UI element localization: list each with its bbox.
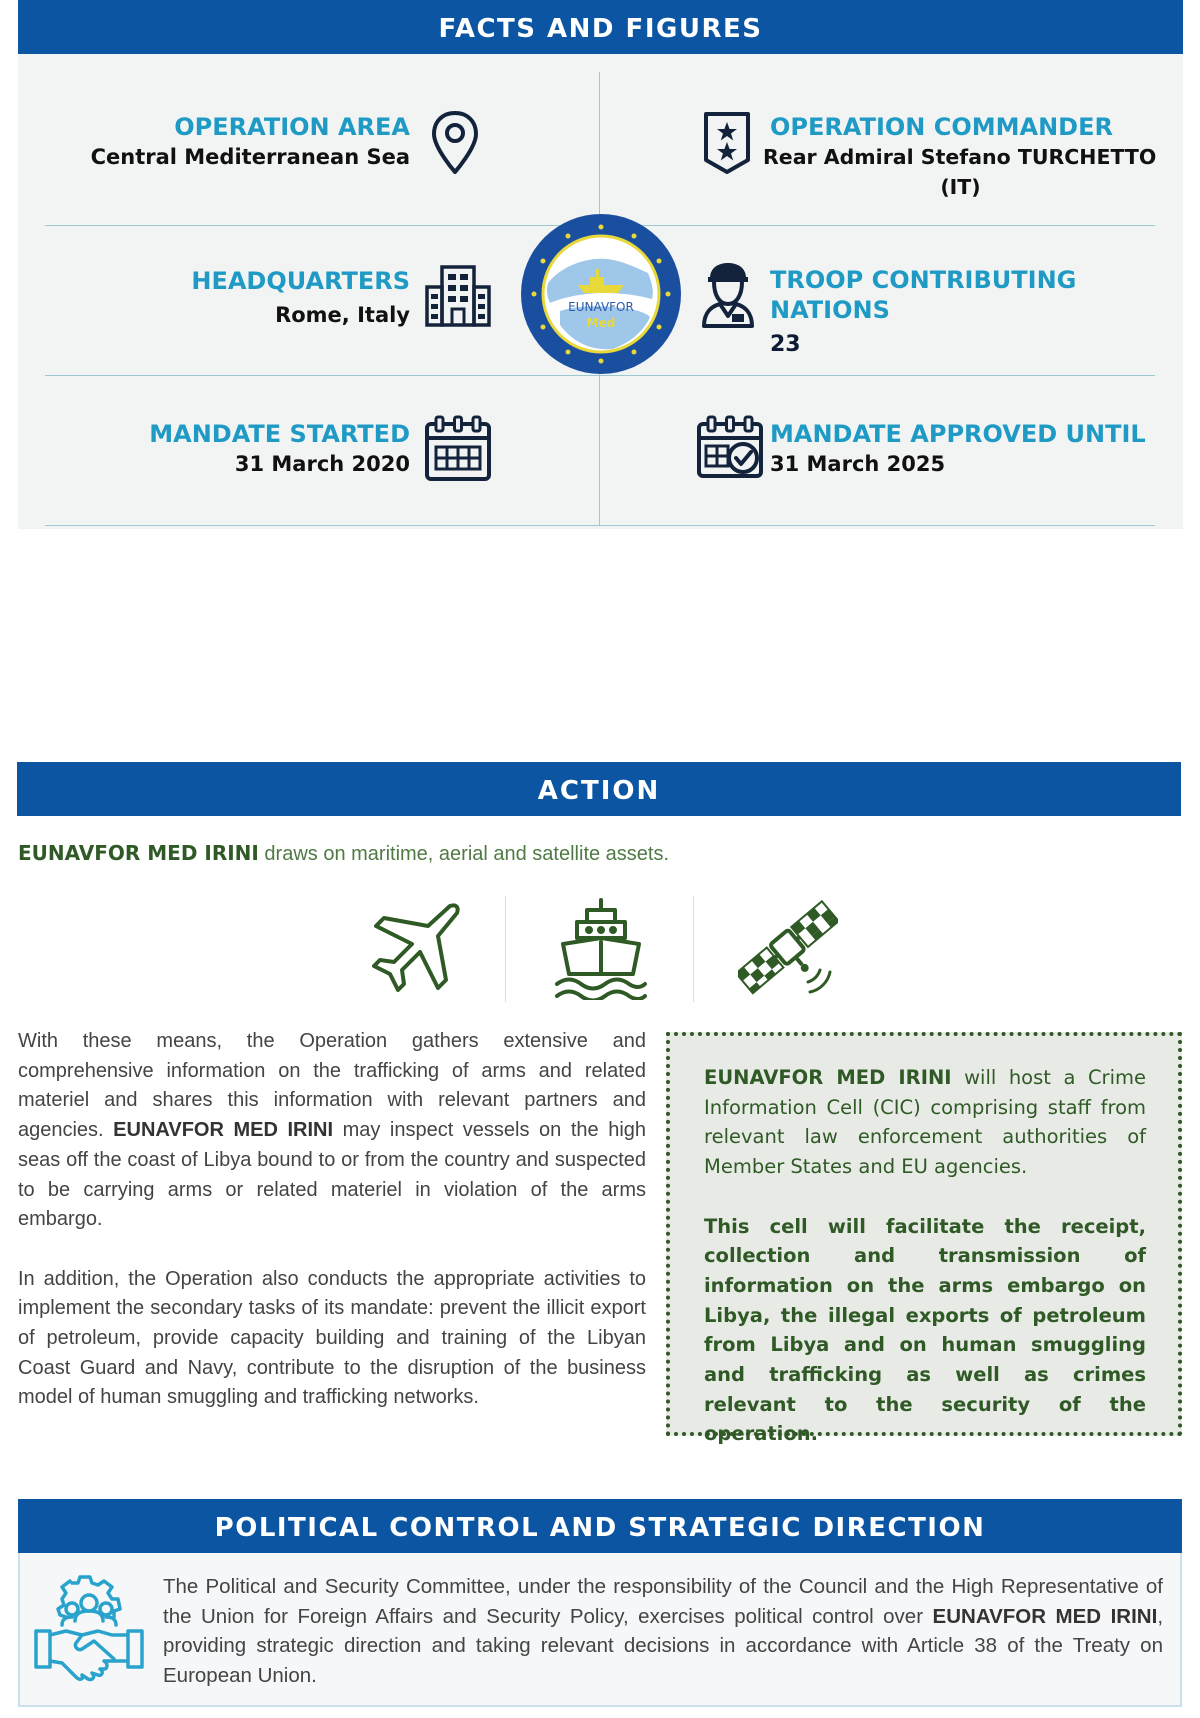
cic-paragraph-1 (704, 1063, 1146, 1182)
satellite-icon (738, 896, 838, 1005)
cic-info-box (666, 1032, 1182, 1446)
intro-text: draws on maritime, aerial and satellite assets. (258, 843, 670, 865)
airplane-icon (362, 896, 466, 1005)
fact-value: Rome, Italy (275, 303, 410, 327)
location-pin-icon (430, 110, 480, 176)
calendar-check-icon (696, 414, 764, 482)
political-body (163, 1572, 1163, 1690)
fact-value: 31 March 2020 (234, 452, 410, 476)
action-intro (18, 841, 669, 866)
fact-headquarters (191, 266, 410, 330)
building-icon (424, 263, 492, 329)
paragraph-text: With these means, the Operation gathers extensive and comprehensive information on the trafficking of arms and related materiel and shares this information with relevant partners and agencies. (18, 1030, 646, 1142)
facts-divider-row3 (45, 525, 1155, 526)
fact-title: MANDATE STARTED (149, 420, 410, 448)
political-header: POLITICAL CONTROL AND STRATEGIC DIRECTION (18, 1499, 1182, 1553)
brand-name: EUNAVFOR MED IRINI (704, 1066, 952, 1089)
fact-title: TROOP CONTRIBUTING (770, 266, 1077, 294)
action-header: ACTION (17, 762, 1181, 816)
action-body (18, 1027, 646, 1443)
fact-value: 23 (770, 332, 801, 357)
asset-divider (505, 896, 506, 1002)
eunavfor-emblem (520, 213, 682, 375)
calendar-icon (424, 414, 492, 482)
paragraph-text: , providing strategic direction and taking relevant decisions in accordance with Article 38 of the Treaty on European Union. (163, 1604, 1164, 1687)
paragraph-text: will host a Crime Information Cell (CIC) comprising staff from relevant law enforcement authorities of Member States and EU agencies. (704, 1066, 1146, 1179)
asset-divider (693, 896, 694, 1002)
fact-troop-nations (770, 265, 1076, 360)
handshake-gear-icon (32, 1573, 146, 1692)
cic-paragraph-2: This cell will facilitate the receipt, collection and transmission of information on the arms embargo on Libya, the illegal exports of petroleum from Libya and on human smuggling and trafficking as well as crimes relevant to the security of the operation. (704, 1214, 1146, 1446)
fact-title: HEADQUARTERS (191, 267, 410, 295)
fact-value: Central Mediterranean Sea (90, 145, 410, 169)
commander-badge-icon (702, 110, 752, 176)
action-paragraph-1 (18, 1027, 646, 1235)
emblem-subtext: Med (586, 316, 616, 330)
paragraph-text: may inspect vessels on the high seas off the coast of Libya bound to or from the country and suspected to be carrying arms or related materiel in violation of the arms embargo. (18, 1119, 647, 1231)
fact-title: MANDATE APPROVED UNTIL (770, 420, 1146, 448)
facts-divider-row2 (45, 375, 1155, 376)
action-paragraph-2: In addition, the Operation also conducts the appropriate activities to implement the secondary tasks of its mandate: prevent the illicit export of petroleum, provide capacity building and training of the Libyan Coast Guard and Navy, contribute to the disruption of the business model of human smuggling and trafficking networks. (18, 1267, 646, 1409)
brand-name: EUNAVFOR MED IRINI (113, 1119, 334, 1142)
brand-name: EUNAVFOR MED IRINI (932, 1604, 1158, 1628)
fact-title-line2: NATIONS (770, 296, 890, 324)
emblem-text: EUNAVFOR (568, 300, 634, 314)
fact-mandate-started (149, 419, 410, 479)
fact-mandate-until (770, 419, 1146, 479)
soldier-icon (700, 260, 756, 328)
fact-value: Rear Admiral Stefano TURCHETTO (763, 145, 1157, 169)
fact-operation-commander (763, 112, 1165, 202)
fact-title: OPERATION COMMANDER (770, 113, 1113, 141)
brand-name: EUNAVFOR MED IRINI (18, 841, 259, 865)
fact-value: 31 March 2025 (770, 452, 946, 476)
fact-operation-area (91, 112, 410, 172)
fact-value-line2: (IT) (940, 175, 981, 199)
fact-title: OPERATION AREA (174, 113, 410, 141)
ship-icon (553, 896, 649, 1005)
facts-header: FACTS AND FIGURES (18, 0, 1183, 54)
paragraph-text: The Political and Security Committee, under the responsibility of the Council and the High Representative of the Union for Foreign Affairs and Security Policy, exercises political control over (163, 1575, 1163, 1628)
